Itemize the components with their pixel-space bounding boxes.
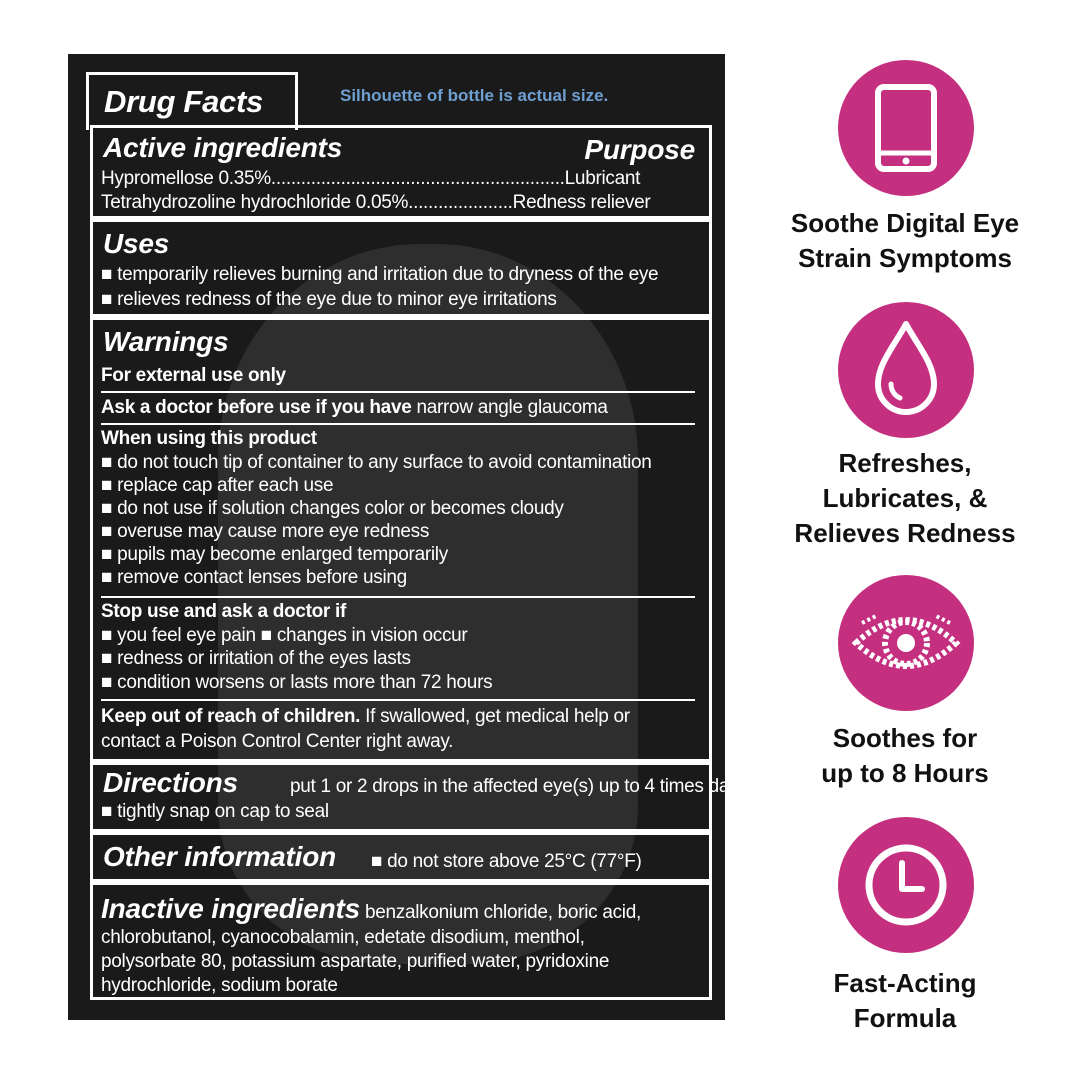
caption-line: up to 8 Hours <box>821 758 989 788</box>
ask-doctor-rest: narrow angle glaucoma <box>411 397 608 418</box>
when-using-item: ■ do not use if solution changes color or becomes cloudy <box>101 498 564 519</box>
uses-heading: Uses <box>103 228 170 259</box>
uses-item: ■ relieves redness of the eye due to minor eye irritations <box>101 289 557 310</box>
when-using-item: ■ pupils may become enlarged temporarily <box>101 544 448 565</box>
directions-text: put 1 or 2 drops in the affected eye(s) up to 4 times daily <box>290 776 747 797</box>
caption-line: Refreshes, <box>838 448 972 478</box>
droplet-icon <box>838 302 974 438</box>
when-using-item: ■ replace cap after each use <box>101 475 334 496</box>
other-info-section <box>90 832 712 882</box>
keep-out-rest: If swallowed, get medical help or <box>360 706 630 727</box>
caption-line: Lubricates, & <box>822 483 988 513</box>
directions-section <box>90 762 747 832</box>
benefit-caption-2 <box>760 446 1050 551</box>
inactive-line-4: hydrochloride, sodium borate <box>101 975 338 996</box>
warnings-section <box>90 317 712 762</box>
inactive-ingredients-section <box>90 882 712 1000</box>
tablet-icon <box>838 60 974 196</box>
uses-section <box>90 219 712 317</box>
keep-out-line-2: contact a Poison Control Center right away. <box>101 731 454 752</box>
directions-item: ■ tightly snap on cap to seal <box>101 801 329 822</box>
caption-line: Strain Symptoms <box>798 243 1012 273</box>
purpose-heading: Purpose <box>584 134 695 165</box>
other-info-heading: Other information <box>103 841 337 872</box>
drug-facts-title: Drug Facts <box>104 84 263 119</box>
clock-icon <box>838 817 974 953</box>
when-using-item: ■ remove contact lenses before using <box>101 567 407 588</box>
caption-line: Soothes for <box>832 723 978 753</box>
benefit-caption-4 <box>760 966 1050 1036</box>
active-ingredient-row: Hypromellose 0.35%...........................................................Lubricant <box>101 168 641 189</box>
inactive-ingredients-heading: Inactive ingredients <box>101 893 360 924</box>
inactive-line-3: polysorbate 80, potassium aspartate, purified water, pyridoxine <box>101 951 610 972</box>
uses-item: ■ temporarily relieves burning and irritation due to dryness of the eye <box>101 264 659 285</box>
ask-doctor-line <box>101 397 608 419</box>
inactive-text-1: benzalkonium chloride, boric acid, <box>359 902 641 923</box>
active-ingredients-section <box>90 125 712 219</box>
inactive-line-1 <box>101 893 641 925</box>
stop-use-item: ■ redness or irritation of the eyes lasts <box>101 648 411 669</box>
benefit-caption-1 <box>760 206 1050 276</box>
warnings-heading: Warnings <box>103 326 229 357</box>
eye-icon <box>838 575 974 711</box>
inactive-line-2: chlorobutanol, cyanocobalamin, edetate disodium, menthol, <box>101 927 585 948</box>
stop-use-item: ■ you feel eye pain ■ changes in vision occur <box>101 625 468 646</box>
silhouette-note: Silhouette of bottle is actual size. <box>340 86 609 105</box>
stop-use-item: ■ condition worsens or lasts more than 72 hours <box>101 672 493 693</box>
when-using-heading: When using this product <box>101 428 317 449</box>
external-use-note: For external use only <box>101 365 286 386</box>
keep-out-line <box>101 706 630 728</box>
when-using-item: ■ overuse may cause more eye redness <box>101 521 430 542</box>
active-ingredient-row: Tetrahydrozoline hydrochloride 0.05%.....................Redness reliever <box>101 192 651 213</box>
benefit-caption-3 <box>760 721 1050 791</box>
active-ingredients-heading: Active ingredients <box>103 132 343 163</box>
caption-line: Fast-Acting <box>833 968 977 998</box>
caption-line: Relieves Redness <box>794 518 1016 548</box>
keep-out-bold: Keep out of reach of children. <box>101 706 361 727</box>
stop-use-heading: Stop use and ask a doctor if <box>101 601 346 622</box>
ask-doctor-bold: Ask a doctor before use if you have <box>101 397 412 418</box>
when-using-item: ■ do not touch tip of container to any surface to avoid contamination <box>101 452 652 473</box>
other-info-text: ■ do not store above 25°C (77°F) <box>371 851 642 872</box>
directions-heading: Directions <box>103 767 238 798</box>
divider <box>101 391 695 393</box>
caption-line: Soothe Digital Eye <box>790 208 1020 238</box>
divider <box>101 596 695 598</box>
divider <box>101 699 695 701</box>
divider <box>101 423 695 425</box>
caption-line: Formula <box>853 1003 957 1033</box>
